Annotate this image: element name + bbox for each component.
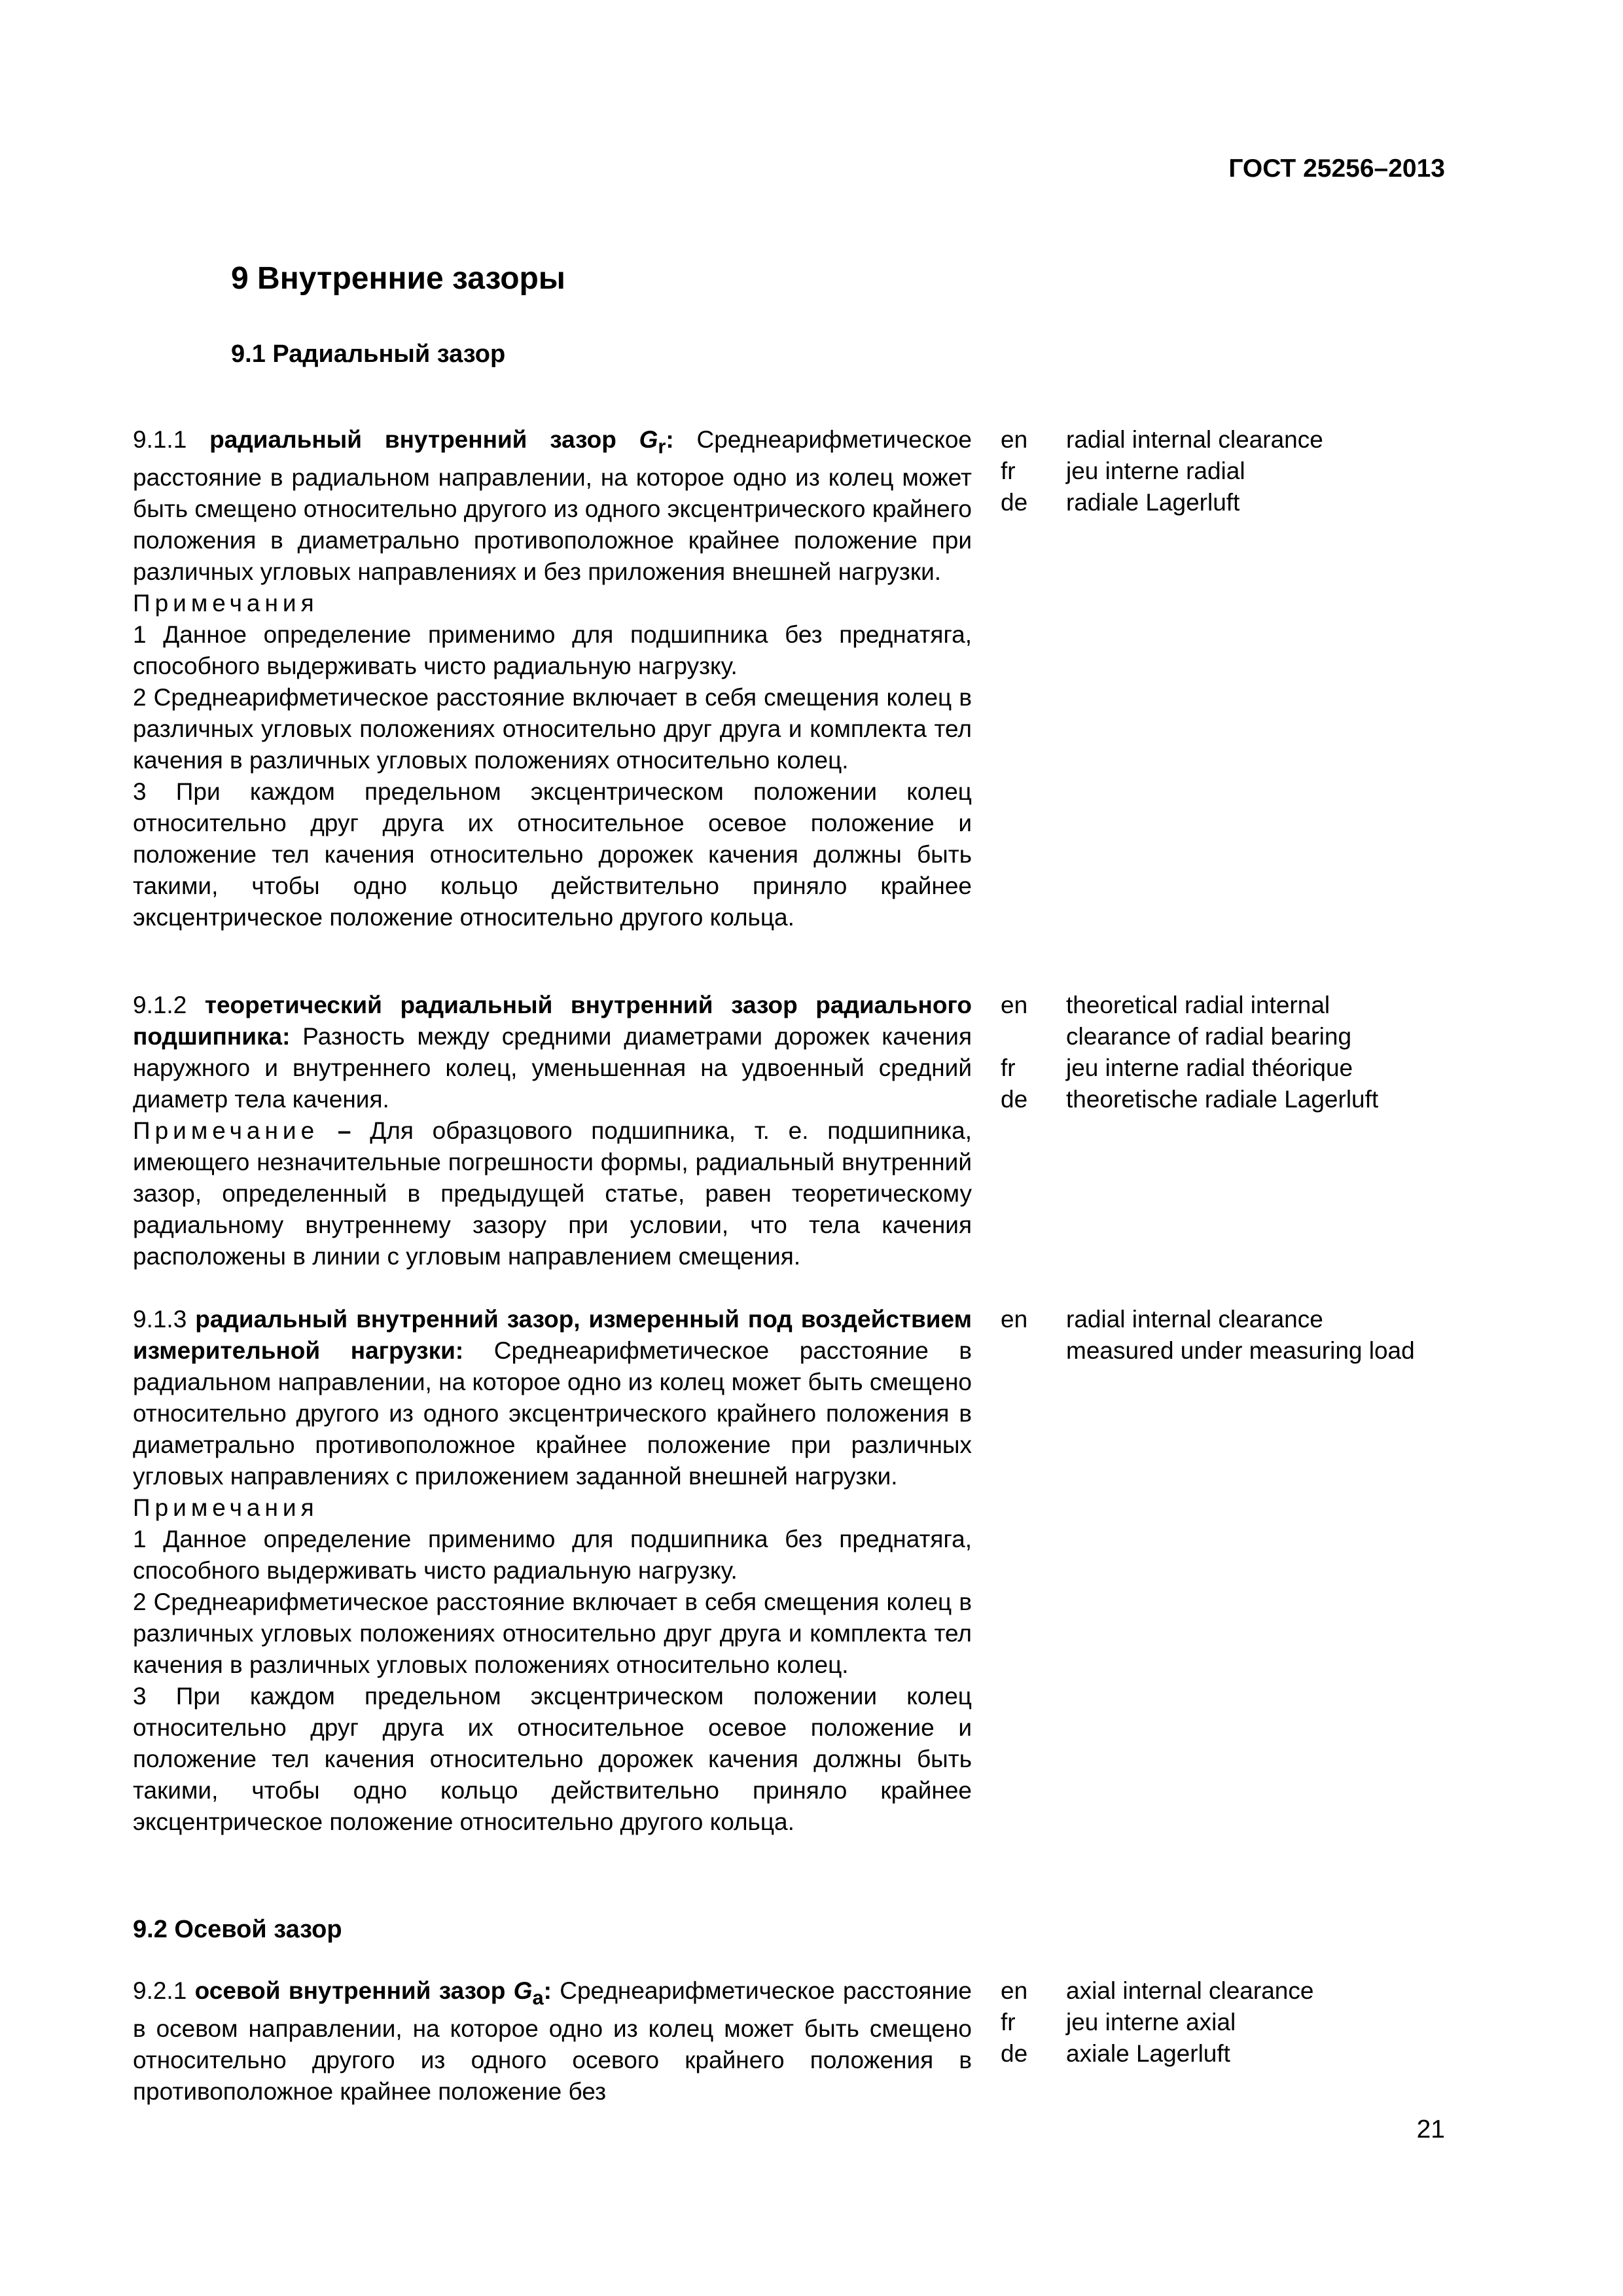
definition-text: Среднеарифметическое расстояние в радиальном направлении, на которое одно из колец может быть смещено относительно другого из одного эксцентрического крайнего положения в диаметрально противоположное крайнее положение при различных угловых направлениях с приложением заданной внешней нагрузки. [133,1337,972,1490]
definition-text: Разность между средними диаметрами дорожек качения наружного и внутреннего колец, уменьшенная на удвоенный средний диаметр тела качения. [133,1023,972,1113]
entry-9-2-1 [133,1975,1507,2108]
entry-9-1-3-definition [133,1304,972,1492]
notes-label: Примечания [133,590,319,617]
language-codes [1001,1304,1066,1838]
section-title: 9 Внутренние зазоры [231,261,565,296]
note-2: 2 Среднеарифметическое расстояние включает в себя смещения колец в различных угловых положениях относительно друг друга и комплекта тел качения в различных угловых положениях относительно колец. [133,684,972,774]
term-en: axial internal clearance [1066,1977,1314,2004]
symbol: G [513,1977,533,2004]
lang-code-fr: fr [1001,1054,1016,1081]
term-de: axiale Lagerluft [1066,2040,1230,2067]
term-fr: jeu interne axial [1066,2009,1236,2036]
note-3: 3 При каждом предельном эксцентрическом положении колец относительно друг друга их относительное осевое положение и положение тел качения относительно дорожек качения должны быть такими, чтобы одно кольцо действительно приняло крайнее эксцентрическое положение относительно другого кольца. [133,778,972,931]
page-number: 21 [1416,2115,1445,2144]
lang-code-en: en [1001,992,1028,1018]
symbol-subscript: r [658,435,666,458]
entry-number: 9.1.2 [133,992,205,1018]
lang-code-en: en [1001,426,1028,453]
document-code: ГОСТ 25256–2013 [1228,154,1445,183]
term-de: radiale Lagerluft [1066,489,1240,516]
entry-9-2-1-definition [133,1975,972,2108]
entry-term: осевой внутренний зазор $G_a$: [194,1977,552,2009]
entry-9-1-2 [133,990,1507,1272]
lang-code-de: de [1001,1086,1028,1113]
foreign-terms [1066,990,1433,1272]
lang-code-de: de [1001,2040,1028,2067]
foreign-terms [1066,424,1433,933]
spacer [1001,1021,1066,1052]
definition-text: Среднеарифметическое расстояние в радиальном направлении, на которое одно из колец может быть смещено относительно другого из одного эксцентрического крайнего положения в диаметрально противоположное крайнее положение при различных угловых направлениях и без приложения внешней нагрузки. [133,426,972,586]
subsection-title-radial: 9.1 Радиальный зазор [231,340,506,368]
lang-code-en: en [1001,1306,1028,1333]
notes-label: Примечания [133,1494,319,1521]
term-en: theoretical radial internal clearance of radial bearing [1066,992,1352,1050]
entry-9-1-1 [133,424,1507,933]
entry-9-1-1-russian [133,424,972,933]
subsection-title-axial: 9.2 Осевой зазор [133,1916,342,1943]
lang-code-fr: fr [1001,457,1016,484]
term-en: radial internal clearance [1066,426,1323,453]
entry-number: 9.1.1 [133,426,210,453]
term-en: radial internal clearance measured under measuring load [1066,1306,1415,1364]
term-de: theoretische radiale Lagerluft [1066,1086,1379,1113]
entry-9-1-1-definition [133,424,972,588]
language-codes [1001,990,1066,1272]
lang-code-de: de [1001,489,1028,516]
symbol: G [639,426,658,453]
lang-code-en: en [1001,1977,1028,2004]
entry-9-2-1-russian [133,1975,972,2108]
note-3: 3 При каждом предельном эксцентрическом положении колец относительно друг друга их относительное осевое положение и положение тел качения относительно дорожек качения должны быть такими, чтобы одно кольцо действительно приняло крайнее эксцентрическое положение относительно другого кольца. [133,1683,972,1835]
entry-term: теоретический радиальный внутренний зазор радиального подшипника: [133,992,972,1050]
term-fr: jeu interne radial [1066,457,1245,484]
language-codes [1001,424,1066,933]
note-text: Для образцового подшипника, т. е. подшипника, имеющего незначительные погрешности формы, радиальный внутренний зазор, определенный в предыдущей статье, равен теоретическому радиальному внутреннему зазору при условии, что тела качения расположены в линии с угловым направлением смещения. [133,1117,972,1270]
entry-9-1-2-russian [133,990,972,1272]
entry-number: 9.2.1 [133,1977,195,2004]
symbol-subscript: a [532,1986,544,2009]
lang-code-fr: fr [1001,2009,1016,2036]
note-1: 1 Данное определение применимо для подшипника без преднатяга, способного выдерживать чисто радиальную нагрузку. [133,621,972,680]
foreign-terms [1066,1975,1433,2108]
note-label: Примечание [133,1117,319,1144]
entry-9-1-3-russian [133,1304,972,1838]
entry-term: радиальный внутренний зазор $G_r$: [209,426,674,458]
entry-9-1-2-definition [133,990,972,1115]
language-codes [1001,1975,1066,2108]
foreign-terms [1066,1304,1433,1838]
entry-number: 9.1.3 [133,1306,196,1333]
entry-9-1-2-note: Примечание – Для образцового подшипника, т. е. подшипника, имеющего незначительные погрешности формы, радиальный внутренний зазор, определенный в предыдущей статье, равен теоретическому радиальному внутреннему зазору при условии, что тела качения расположены в линии с угловым направлением смещения. [133,1117,972,1270]
term-fr: jeu interne radial théorique [1066,1054,1353,1081]
note-1: 1 Данное определение применимо для подшипника без преднатяга, способного выдерживать чисто радиальную нагрузку. [133,1526,972,1584]
entry-term: радиальный внутренний зазор, измеренный под воздействием измерительной нагрузки: [133,1306,972,1364]
note-2: 2 Среднеарифметическое расстояние включает в себя смещения колец в различных угловых положениях относительно друг друга и комплекта тел качения в различных угловых положениях относительно колец. [133,1588,972,1678]
entry-9-1-3 [133,1304,1507,1838]
definition-text: Среднеарифметическое расстояние в осевом направлении, на которое одно из колец может быть смещено относительно другого из одного осевого крайнего положения в противоположное крайнее положение без [133,1977,972,2106]
